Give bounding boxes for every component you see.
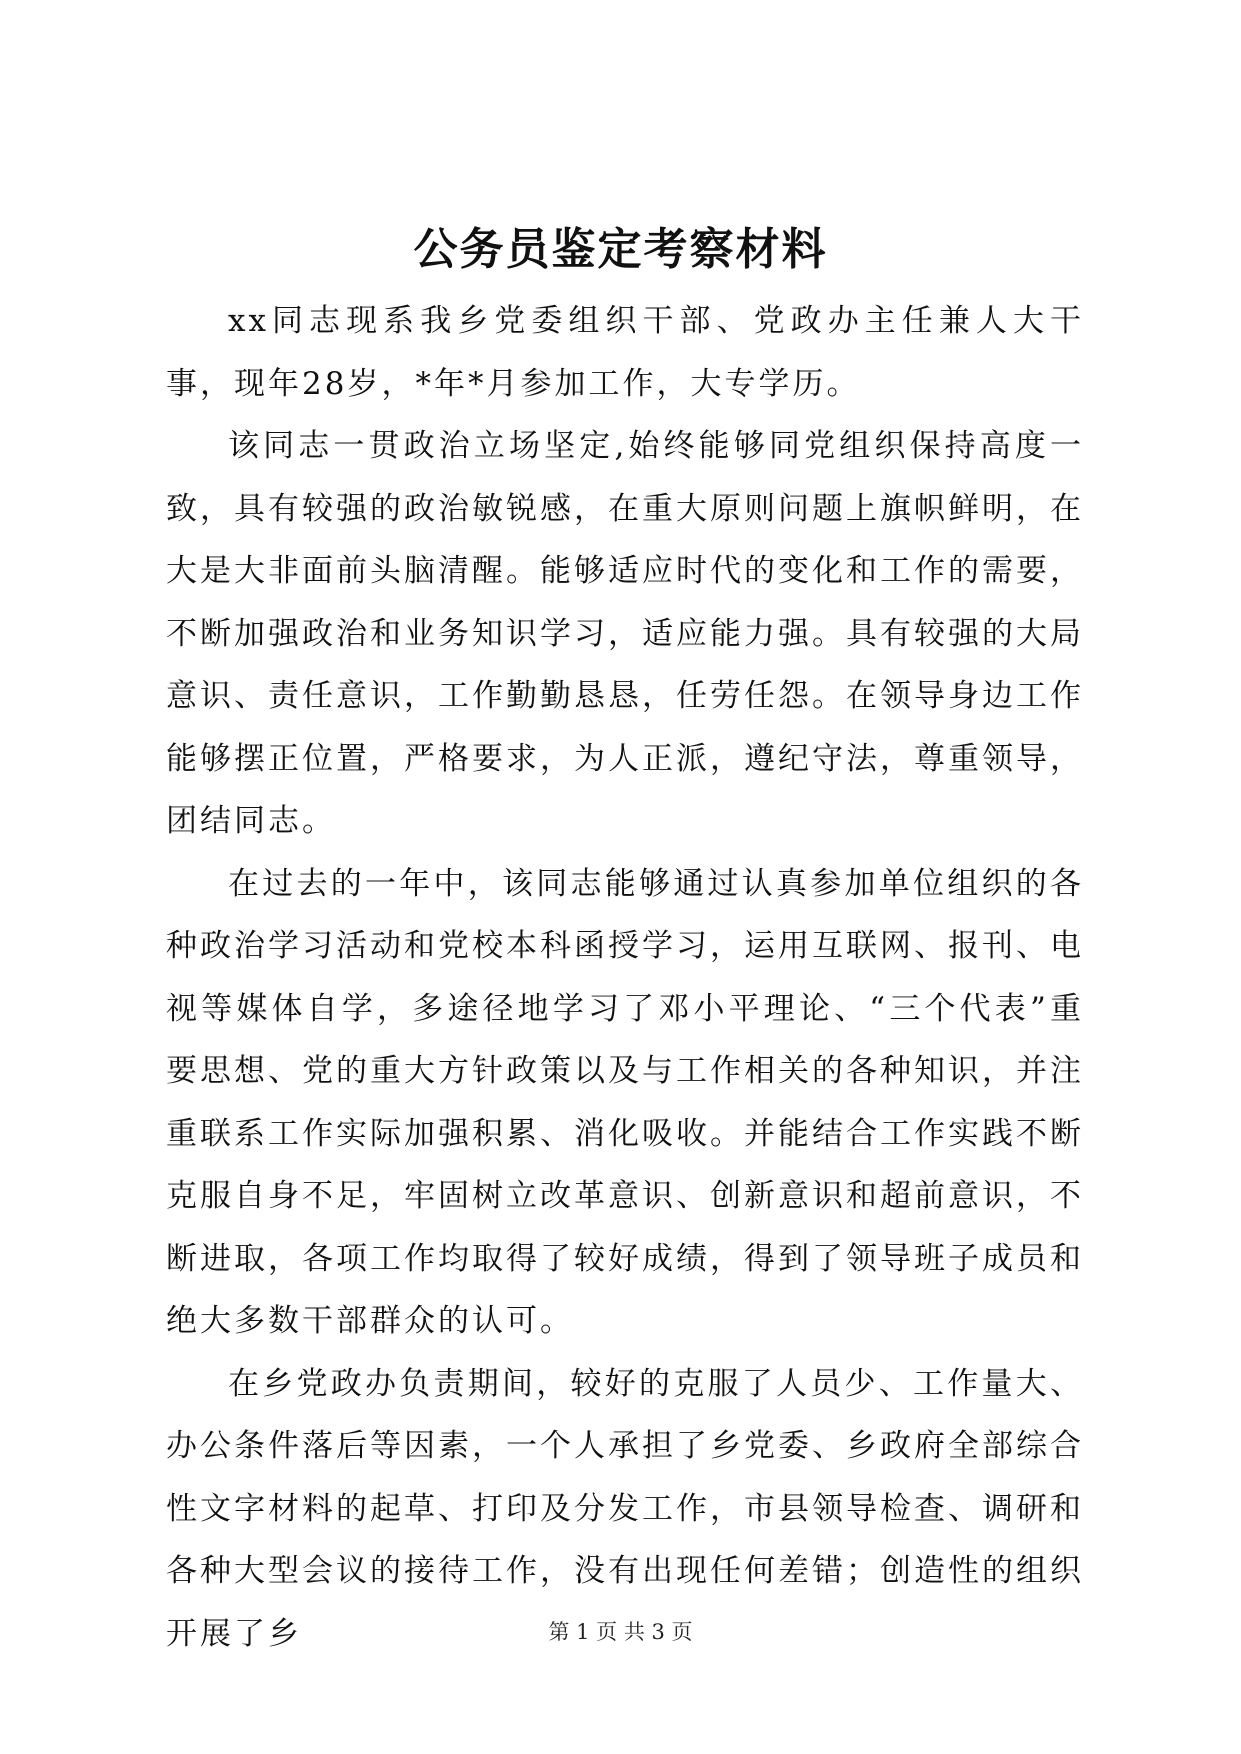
document-title: 公务员鉴定考察材料 [413, 224, 828, 275]
paragraph: 在过去的一年中，该同志能够通过认真参加单位组织的各种政治学习活动和党校本科函授学习，运用互联网、报刊、电视等媒体自学，多途径地学习了邓小平理论、“三个代表”重要思想、党的重大方针政策以及与工作相关的各种知识，并注重联系工作实际加强积累、消化吸收。并能结合工作实践不断克服自身不足，牢固树立改革意识、创新意识和超前意识，不断进取，各项工作均取得了较好成绩，得到了领导班子成员和绝大多数干部群众的认可。 [166, 865, 1084, 1339]
page-footer: 第 1 页 共 3 页 [548, 1620, 693, 1644]
document-body [166, 290, 1084, 1665]
paragraph: 在乡党政办负责期间，较好的克服了人员少、工作量大、办公条件落后等因素，一个人承担了乡党委、乡政府全部综合性文字材料的起草、打印及分发工作，市县领导检查、调研和各种大型会议的接待工作，没有出现任何差错；创造性的组织开展了乡 [166, 1365, 1084, 1652]
paragraph: 该同志一贯政治立场坚定,始终能够同党组织保持高度一致，具有较强的政治敏锐感，在重大原则问题上旗帜鲜明，在大是大非面前头脑清醒。能够适应时代的变化和工作的需要，不断加强政治和业务知识学习，适应能力强。具有较强的大局意识、责任意识，工作勤勤恳恳，任劳任怨。在领导身边工作能够摆正位置，严格要求，为人正派，遵纪守法，尊重领导，团结同志。 [166, 428, 1084, 839]
paragraph: xx同志现系我乡党委组织干部、党政办主任兼人大干事，现年28岁，*年*月参加工作，大专学历。 [166, 303, 1084, 402]
